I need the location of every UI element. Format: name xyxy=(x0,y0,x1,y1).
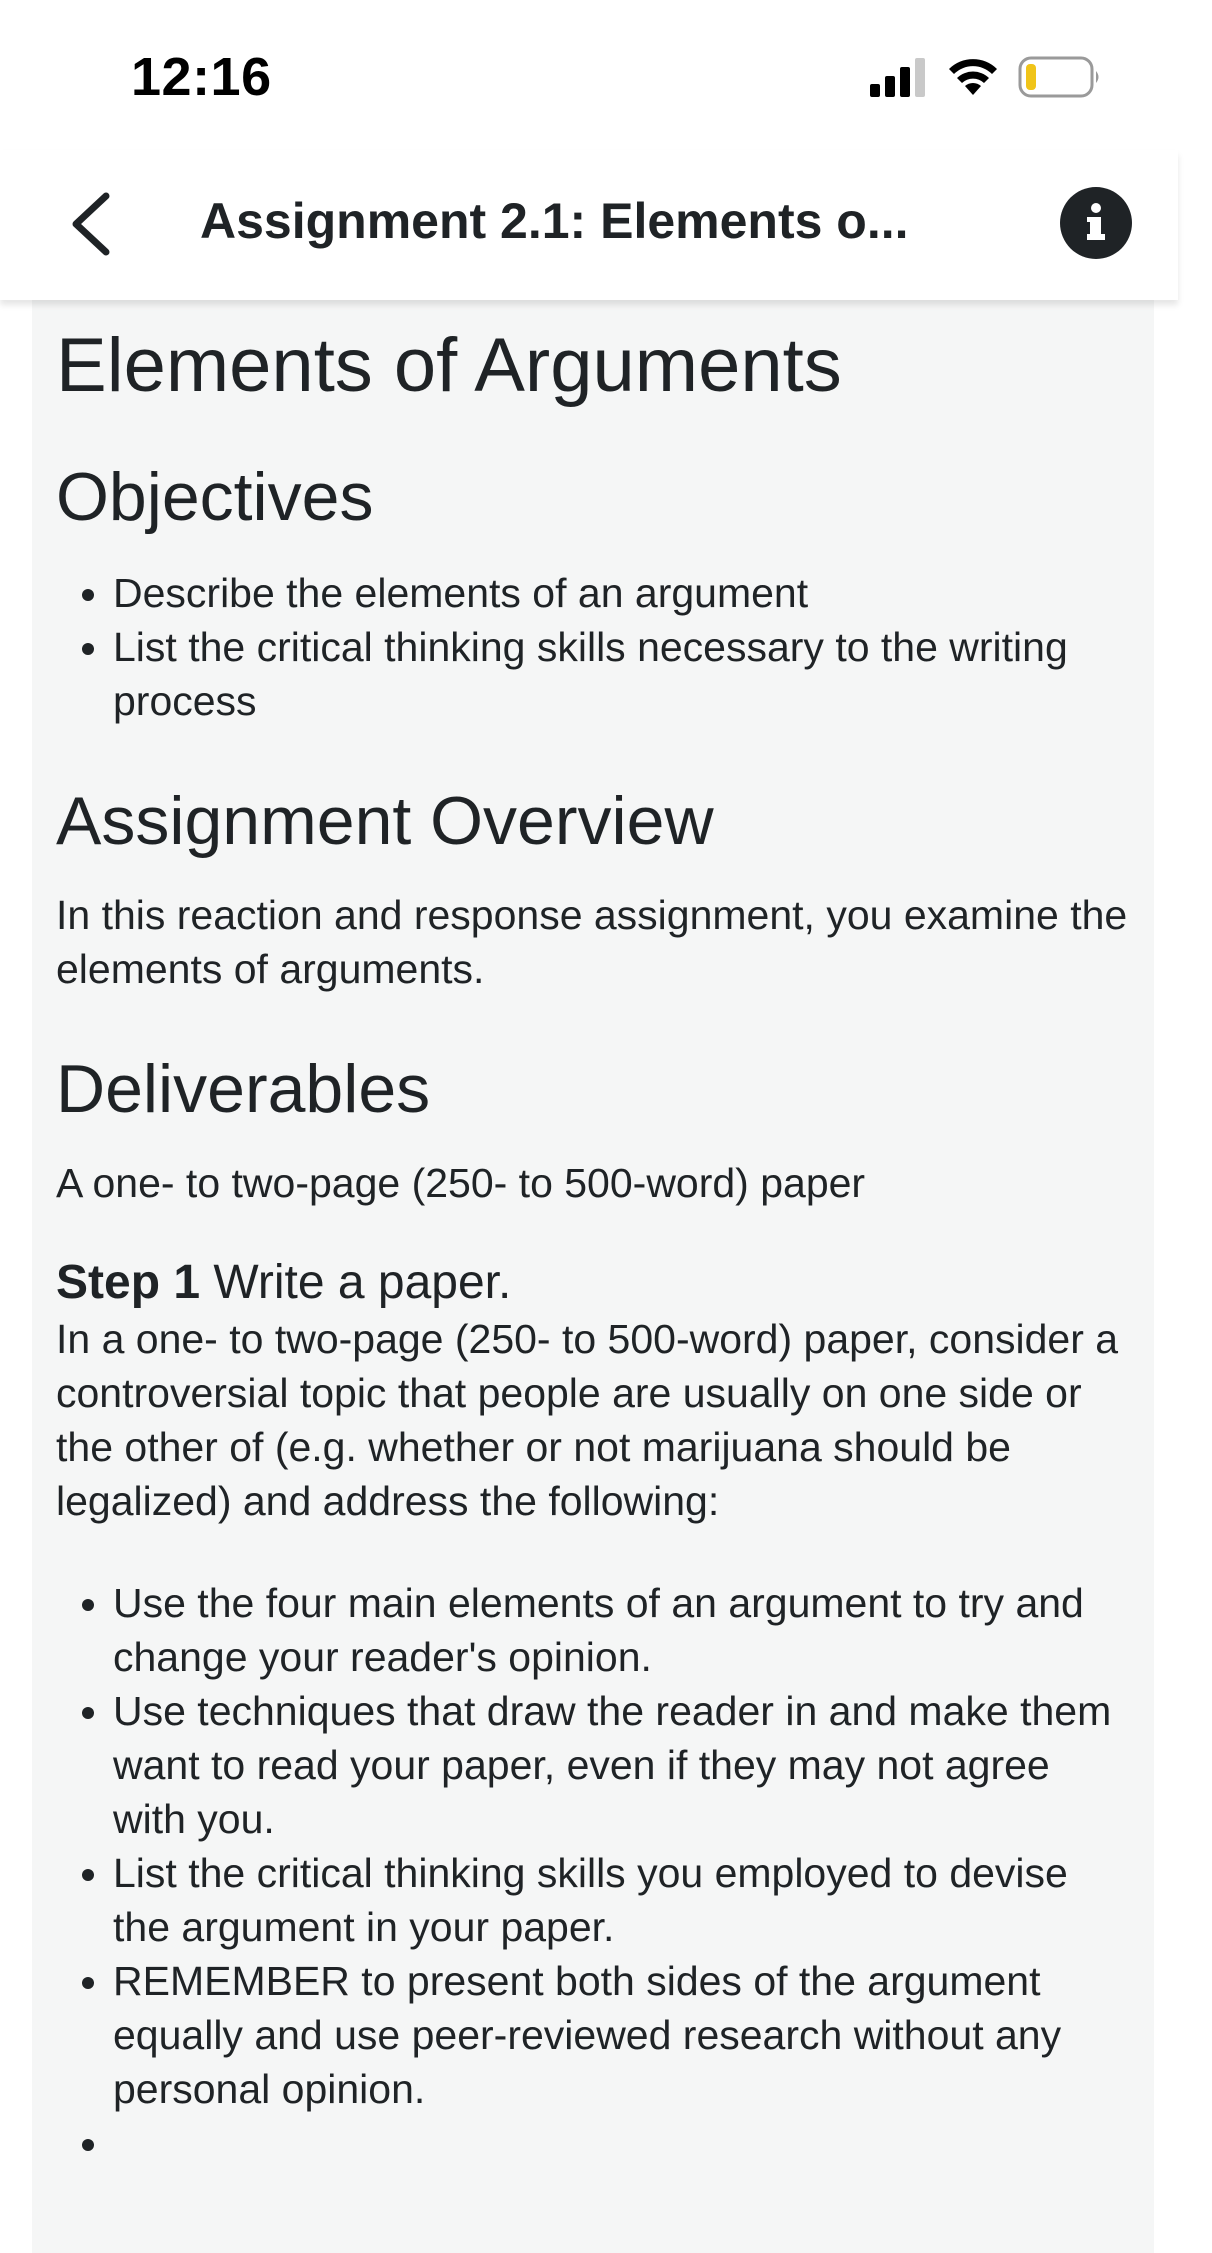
back-button[interactable] xyxy=(58,186,122,262)
status-bar xyxy=(0,0,1212,150)
overview-heading: Assignment Overview xyxy=(56,783,714,859)
list-item: • List the critical thinking skills necessary to the writing process xyxy=(113,620,1130,728)
step-1-list xyxy=(56,1576,1130,2170)
info-button[interactable] xyxy=(1060,187,1132,259)
navigation-bar xyxy=(0,150,1178,300)
overview-text: In this reaction and response assignment, you examine the elements of arguments. xyxy=(56,892,1128,992)
objectives-list xyxy=(56,566,1130,728)
status-icons xyxy=(870,56,1102,103)
cellular-signal-icon xyxy=(870,57,928,102)
status-time: 12:16 xyxy=(131,47,272,107)
deliverables-text: A one- to two-page (250- to 500-word) paper xyxy=(56,1160,866,1206)
page-title: Assignment 2.1: Elements o... xyxy=(200,193,909,249)
list-item xyxy=(113,2116,1130,2170)
list-item: • REMEMBER to present both sides of the argument equally and use peer-reviewed research without any personal opinion. xyxy=(113,1954,1130,2116)
step-1-title: Write a paper. xyxy=(213,1256,512,1309)
step-1-heading xyxy=(56,1254,1130,1312)
info-icon xyxy=(1086,203,1106,243)
battery-icon xyxy=(1018,56,1102,103)
step-1-text: In a one- to two-page (250- to 500-word) paper, consider a controversial topic that people are usually on one side or the other of (e.g. whether or not marijuana should be legalized) and address the following: xyxy=(56,1316,1119,1524)
step-1-label: Step 1 xyxy=(56,1256,201,1309)
objectives-heading: Objectives xyxy=(56,459,374,535)
content-title: Elements of Arguments xyxy=(56,323,842,408)
list-item: • Use techniques that draw the reader in and make them want to read your paper, even if they may not agree with you. xyxy=(113,1684,1130,1846)
list-item: • Describe the elements of an argument xyxy=(113,566,1130,620)
deliverables-heading: Deliverables xyxy=(56,1051,431,1127)
assignment-content xyxy=(32,300,1154,2253)
list-item: • Use the four main elements of an argument to try and change your reader's opinion. xyxy=(113,1576,1130,1684)
list-item: • List the critical thinking skills you employed to devise the argument in your paper. xyxy=(113,1846,1130,1954)
chevron-left-icon xyxy=(68,192,112,256)
wifi-icon xyxy=(946,57,1000,102)
